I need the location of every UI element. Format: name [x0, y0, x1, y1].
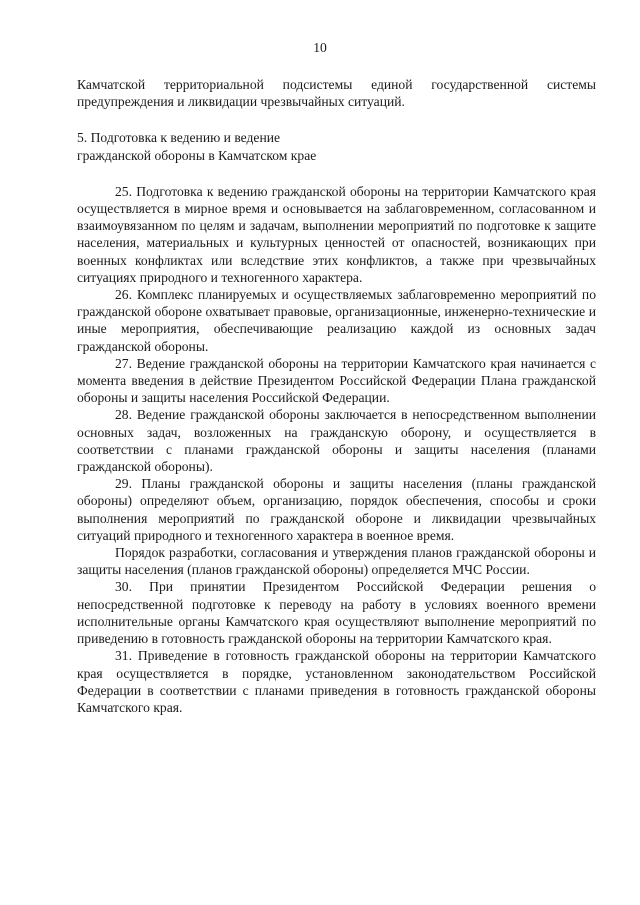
document-body: [77, 76, 596, 716]
section-title-line-2: гражданской обороны в Камчатском крае: [77, 147, 317, 163]
paragraph-28: 28. Ведение гражданской обороны заключается в непосредственном выполнении основных задач, возложенных на гражданскую оборону, и осуществляется в соответствии с планами гражданской обороны и защиты населения (планами гражданской обороны).: [77, 407, 596, 475]
intro-continuation: Камчатской территориальной подсистемы единой государственной системы предупреждения и ликвидации чрезвычайных ситуаций.: [77, 77, 596, 110]
paragraph-26: 26. Комплекс планируемых и осуществляемых заблаговременно мероприятий по гражданской обороне охватывает правовые, организационные, инженерно-технические и иные мероприятия, обеспечивающие реализацию каждой из основных задач гражданской обороны.: [77, 287, 596, 354]
paragraph-27: 27. Ведение гражданской обороны на территории Камчатского края начинается с момента введения в действие Президентом Российской Федерации Плана гражданской обороны и защиты населения Российской Федерации.: [77, 355, 596, 406]
paragraph-31: 31. Приведение в готовность гражданской обороны на территории Камчатского края осуществляется в порядке, установленном законодательством Российской Федерации в соответствии с планами приведения в готовность гражданской обороны Камчатского края.: [77, 648, 596, 715]
paragraph-25: 25. Подготовка к ведению гражданской обороны на территории Камчатского края осуществляется в мирное время и основывается на заблаговременном, согласованном и взаимоувязанном по целям и задачам, выполнении мероприятий по подготовке к защите населения, материальных и культурных ценностей от опасностей, возникающих при военных конфликтах или вследствие этих конфликтов, а также при чрезвычайных ситуациях природного и техногенного характера.: [77, 183, 596, 285]
page-number: 10: [313, 40, 327, 55]
paragraph-30: 30. При принятии Президентом Российской Федерации решения о непосредственной подготовке к переводу на работу в условиях военного времени исполнительные органы Камчатского края осуществляют выполнение мероприятий по приведению в готовность гражданской обороны на территории Камчатского края.: [77, 579, 596, 647]
paragraph-29-procedure: Порядок разработки, согласования и утверждения планов гражданской обороны и защиты населения (планов гражданской обороны) определяется МЧС России.: [77, 545, 596, 578]
section-title-line-1: 5. Подготовка к ведению и ведение: [77, 130, 281, 146]
paragraph-29: 29. Планы гражданской обороны и защиты населения (планы гражданской обороны) определяют объем, организацию, порядок обеспечения, способы и сроки выполнения мероприятий по гражданской обороне и ликвидации чрезвычайных ситуаций природного и техногенного характера в военное время.: [77, 476, 596, 543]
